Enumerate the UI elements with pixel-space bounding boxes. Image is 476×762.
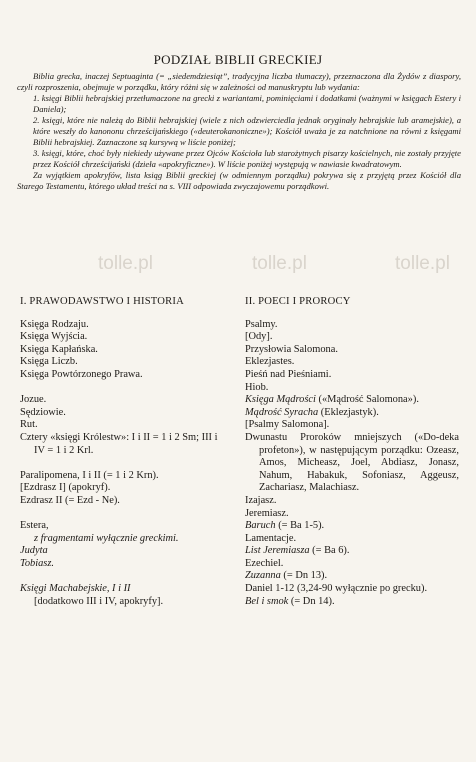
book-entry: Rut. [20,419,38,431]
watermark: tolle.pl [395,253,450,274]
column-poets-prophets [245,296,459,608]
book-entry [245,570,459,583]
book-entry [245,545,459,558]
book-note: (= Dn 13). [280,570,328,582]
book-title: Baruch [245,520,276,532]
book-entry: Judyta [20,545,48,557]
watermark: tolle.pl [252,253,307,274]
book-entry: [dodatkowo III i IV, apokryfy]. [34,595,164,607]
book-entry: Księga Powtórzonego Prawa. [20,368,143,380]
book-entry: Psalmy. [245,318,278,330]
book-entry: Hiob. [245,381,269,393]
book-entry: Cztery «księgi Królestw»: I i II = 1 i 2 Sm; III i IV = 1 i 2 Krl. [20,431,218,456]
book-entry [245,407,459,420]
book-entry: Jozue. [20,394,47,406]
book-entry: Dwunastu Proroków mniejszych («Do-deka profeton»), w następującym porządku: Ozeasz, Amos, Micheasz, Joel, Abdiasz, Jonasz, Nahum, Habakuk, Sofoniasz, Aggeusz, Zachariasz, Malachiasz. [245,431,459,494]
page-title: PODZIAŁ BIBLII GRECKIEJ [153,52,323,67]
book-entry: Daniel 1-12 (3,24-90 wyłącznie po grecku). [245,583,428,595]
book-entry: Księgi Machabejskie, I i II [20,583,131,595]
intro-item: 2. księgi, które nie należą do Biblii hebrajskiej (wiele z nich odzwierciedla jednak oryginały hebrajskie lub aramejskie), a które weszły do kanononu chrześcijańskiego («deuterokanoniczne»); Kościół uważa je za natchnione na równi z księgami Biblii hebrajskiej. Zaznaczone są kursywą w liście poniżej; [33,115,461,147]
intro-paragraph: Biblia grecka, inaczej Septuaginta (= „siedemdziesiąt”, tradycyjna liczba tłumaczy), przeznaczona dla Żydów z diaspory, czyli rozproszenia, obejmuje w porządku, który różni się w zależności od manuskryptu lub wydania: [17,71,461,92]
intro-section [17,71,461,192]
book-entry: Przysłowia Salomona. [245,343,338,355]
column-law-history [20,296,220,608]
book-title: List Jeremiasza [245,545,310,557]
book-entry [245,596,459,609]
intro-item: 1. księgi Biblii hebrajskiej przetłumaczone na grecki z wariantami, pominięciami i dodatkami (ważnymi w księgach Estery i Daniela); [33,93,461,114]
book-entry: Estera, [20,520,49,532]
book-entry: Księga Rodzaju. [20,318,89,330]
intro-paragraph: Za wyjątkiem apokryfów, lista ksiąg Biblii greckiej (w odmiennym porządku) pokrywa się z przyjętą przez Kościół dla Starego Testamentu, którego układ treści na s. VIII odpowiada zwyczajowemu porządkowi. [17,170,461,191]
book-note: (= Ba 6). [309,545,350,557]
column-heading: II. POECI I PROROCY [245,296,351,307]
book-entry: Tobiasz. [20,557,54,569]
book-note: (= Ba 1-5). [275,520,325,532]
book-entry: Pieśń nad Pieśniami. [245,368,332,380]
book-title: Bel i smok [245,595,289,607]
book-entry: Księga Liczb. [20,356,78,368]
book-entry: z fragmentami wyłącznie greckimi. [34,532,179,544]
book-entry: Księga Kapłańska. [20,343,98,355]
column-heading: I. PRAWODAWSTWO I HISTORIA [20,296,184,307]
book-entry: Ezechiel. [245,557,284,569]
watermark-strip [0,253,476,279]
book-entry: [Psalmy Salomona]. [245,419,330,431]
book-entry: Ezdrasz II (= Ezd - Ne). [20,494,120,506]
book-note: (Eklezjastyk). [318,406,379,418]
watermark: tolle.pl [98,253,153,274]
book-entry: Lamentacje. [245,532,297,544]
book-title: Księga Mądrości [245,394,316,406]
book-note: (= Dn 14). [288,595,335,607]
book-entry: Jeremiasz. [245,507,289,519]
book-entry: Sędziowie. [20,406,66,418]
book-entry: Paralipomena, I i II (= 1 i 2 Krn). [20,469,159,481]
book-entry [245,394,459,407]
book-entry: Izajasz. [245,494,277,506]
intro-item: 3. księgi, które, choć były niekiedy używane przez Ojców Kościoła lub starożytnych pisarzy kościelnych, nie zostały przyjęte przez Kościół chrześcijański (dzieła «apokryficzne»). W liście poniżej występują w nawiasie kwadratowym. [33,148,461,169]
book-entry: Eklezjastes. [245,356,295,368]
book-title: Mądrość Syracha [245,406,319,418]
book-title: Zuzanna [245,570,281,582]
book-entry: Księga Wyjścia. [20,331,88,343]
book-entry: [Ody]. [245,331,273,343]
book-note: («Mądrość Salomona»). [315,394,419,406]
book-entry: [Ezdrasz I] (apokryf). [20,482,111,494]
book-entry [245,520,459,533]
